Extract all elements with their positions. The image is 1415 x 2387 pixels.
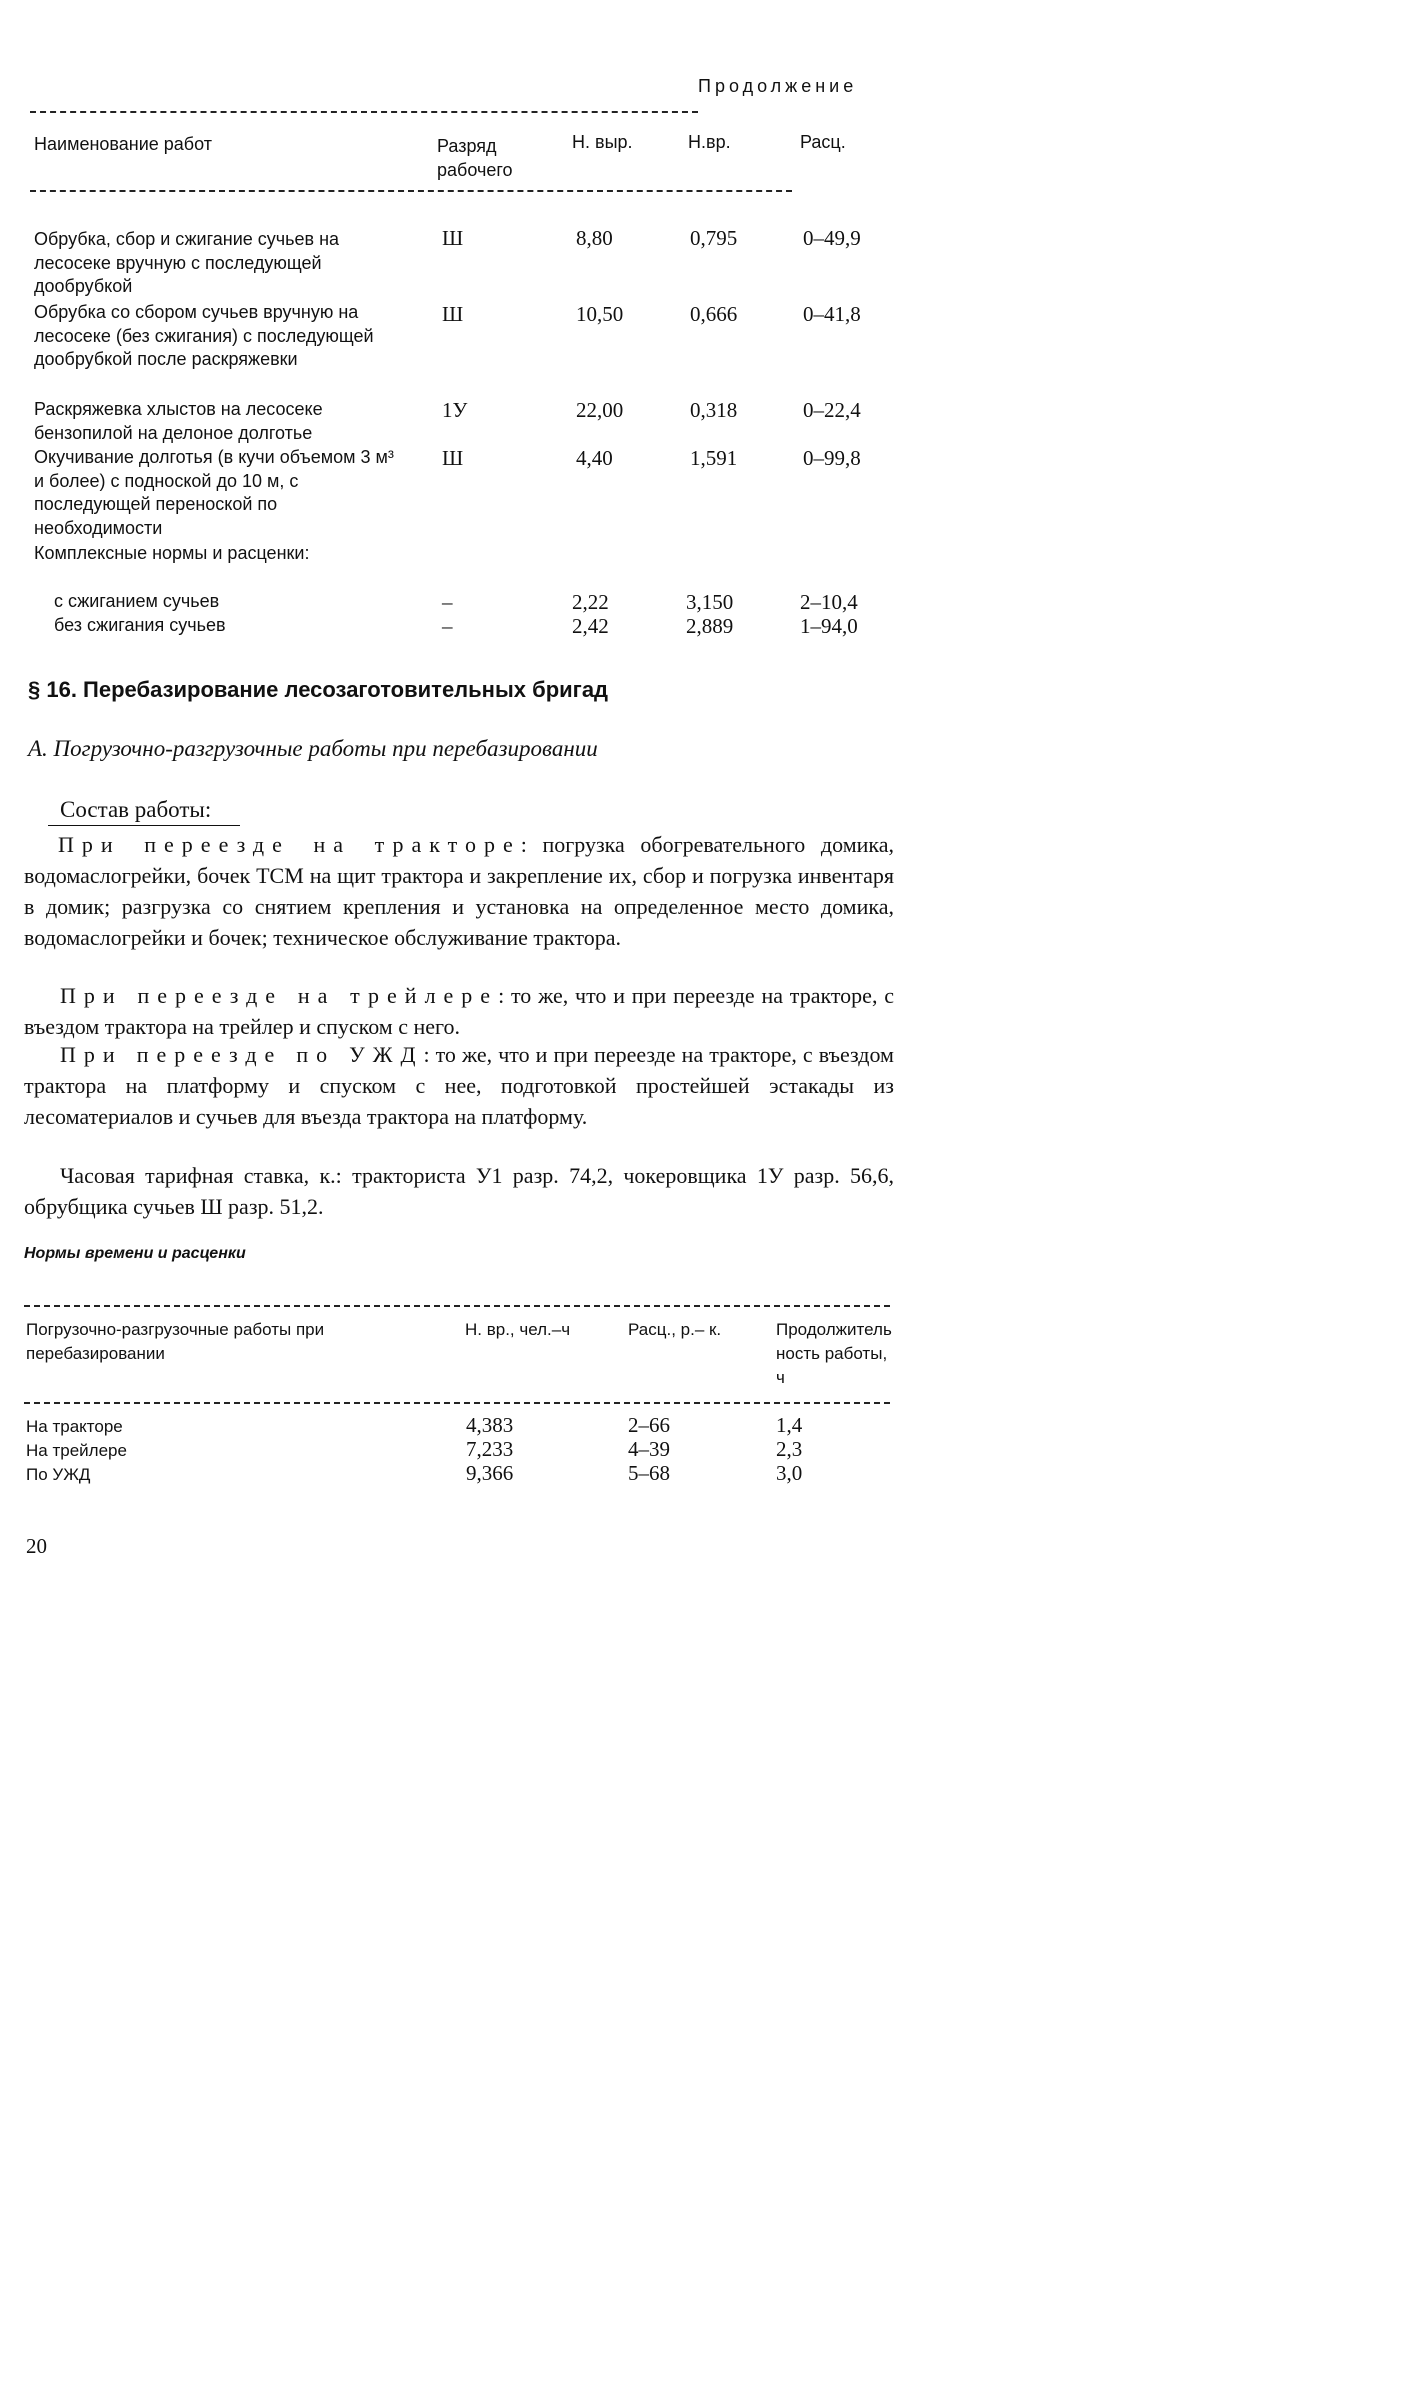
- paragraph-tariff: Часовая тарифная ставка, к.: тракториста У1 разр. 74,2, чокеровщика 1У разр. 56,6, обрубщика сучьев Ш разр. 51,2.: [24, 1163, 894, 1219]
- table2-row3-name: По УЖД: [26, 1465, 91, 1484]
- table1-row1-output: 8,80: [576, 226, 613, 250]
- table2-row3-rate: 5–68: [628, 1461, 670, 1485]
- table1-row4-rate: 0–99,8: [803, 446, 861, 470]
- table1-col-name: Наименование работ: [34, 134, 212, 154]
- paragraph-tractor-text: : погрузка обогревательного домика, водомаслогрейки, бочек ТСМ на щит трактора и закрепление их, сбор и погрузка инвентаря в домик; разгрузка со снятием крепления и установка на определенное место домика, водомаслогрейки и бочек; техническое обслуживание трактора.: [24, 832, 895, 950]
- table2-top-rule: [24, 1305, 890, 1307]
- table2-header-rule: [24, 1402, 890, 1404]
- table2-col-rate: Расц., р.– к.: [628, 1320, 722, 1339]
- table1-row2-grade: Ш: [442, 302, 464, 326]
- table1-row3-name: Раскряжевка хлыстов на лесосеке бензопилой на делоное долготье: [34, 399, 323, 443]
- table1-top-rule: [30, 111, 698, 113]
- composition-underline: [48, 825, 240, 826]
- paragraph-tractor-lead: При переезде на тракторе: [58, 832, 521, 857]
- table1-row1-grade: Ш: [442, 226, 464, 250]
- table2-row1-name: На тракторе: [26, 1417, 123, 1436]
- table1-complex2-time: 2,889: [686, 614, 734, 638]
- table1-col-rate: Расц.: [800, 132, 846, 152]
- paragraph-trailer: [24, 980, 894, 1042]
- table1-complex1-time: 3,150: [686, 590, 734, 614]
- table2-row2-time: 7,233: [466, 1437, 514, 1461]
- table2-col-name: Погрузочно-разгрузочные работы при перебазировании: [26, 1320, 325, 1363]
- table2-row3-time: 9,366: [466, 1461, 514, 1485]
- table1-complex1-rate: 2–10,4: [800, 590, 858, 614]
- table1-row1-time: 0,795: [690, 226, 738, 250]
- table1-row2-name: Обрубка со сбором сучьев вручную на лесосеке (без сжигания) с последующей дообрубкой после раскряжевки: [34, 302, 374, 369]
- table2-row1-time: 4,383: [466, 1413, 514, 1437]
- table2-row1-duration: 1,4: [776, 1413, 803, 1437]
- table1-row1-rate: 0–49,9: [803, 226, 861, 250]
- page-number: 20: [26, 1534, 47, 1558]
- table1-complex1-grade: –: [442, 590, 453, 614]
- table1-row4-grade: Ш: [442, 446, 464, 470]
- table1-col-time: Н.вр.: [688, 132, 731, 152]
- section-title: § 16. Перебазирование лесозаготовительных бригад: [28, 677, 609, 702]
- table1-row3-rate: 0–22,4: [803, 398, 861, 422]
- table1-row1-name: Обрубка, сбор и сжигание сучьев на лесосеке вручную с последующей дообрубкой: [34, 229, 340, 296]
- table2-row2-rate: 4–39: [628, 1437, 670, 1461]
- paragraph-trailer-text: : то же, что и при переезде на тракторе, с въездом трактора на трейлер и спуском с него.: [24, 983, 894, 1039]
- paragraph-rail-lead: При переезде по УЖД: [60, 1042, 424, 1067]
- table2-col-duration: Продолжительность работы, ч: [776, 1320, 892, 1387]
- table1-complex2-name: без сжигания сучьев: [54, 615, 226, 635]
- table2-row1-rate: 2–66: [628, 1413, 670, 1437]
- table1-complex1-output: 2,22: [572, 590, 609, 614]
- paragraph-tractor: [24, 829, 894, 953]
- table1-row3-grade: 1У: [442, 398, 468, 422]
- table1-complex-label: Комплексные нормы и расценки:: [34, 543, 310, 563]
- table2-col-time: Н. вр., чел.–ч: [465, 1320, 571, 1339]
- continuation-label: Продолжение: [698, 76, 858, 96]
- table2-row2-duration: 2,3: [776, 1437, 803, 1461]
- table1-row4-output: 4,40: [576, 446, 613, 470]
- table2-row2-name: На трейлере: [26, 1441, 127, 1460]
- section-subtitle: А. Погрузочно-разгрузочные работы при перебазировании: [28, 736, 598, 761]
- table1-header-rule: [30, 190, 792, 192]
- table1-col-output: Н. выр.: [572, 132, 633, 152]
- paragraph-rail-text: : то же, что и при переезде на тракторе, с въездом трактора на платформу и спуском с нее, подготовкой простейшей эстакады из лесоматериалов и сучьев для въезда трактора на платформу.: [24, 1042, 894, 1129]
- paragraph-rail: [24, 1039, 894, 1132]
- table1-complex2-grade: –: [442, 614, 453, 638]
- table1-row4-name: Окучивание долготья (в кучи объемом 3 м³ и более) с подноской до 10 м, с последующей переноской по необходимости: [34, 447, 394, 538]
- table1-row2-rate: 0–41,8: [803, 302, 861, 326]
- table1-complex2-output: 2,42: [572, 614, 609, 638]
- table1-row3-output: 22,00: [576, 398, 624, 422]
- table1-row2-output: 10,50: [576, 302, 624, 326]
- paragraph-trailer-lead: При переезде на трейлере: [60, 983, 499, 1008]
- table2-row3-duration: 3,0: [776, 1461, 803, 1485]
- table1-complex1-name: с сжиганием сучьев: [54, 591, 220, 611]
- norms-title: Нормы времени и расценки: [24, 1245, 246, 1262]
- table1-col-grade: Разряд рабочего: [437, 136, 513, 180]
- table1-row2-time: 0,666: [690, 302, 738, 326]
- composition-label: Состав работы:: [60, 797, 212, 822]
- table1-row3-time: 0,318: [690, 398, 738, 422]
- table1-row4-time: 1,591: [690, 446, 738, 470]
- table1-complex2-rate: 1–94,0: [800, 614, 858, 638]
